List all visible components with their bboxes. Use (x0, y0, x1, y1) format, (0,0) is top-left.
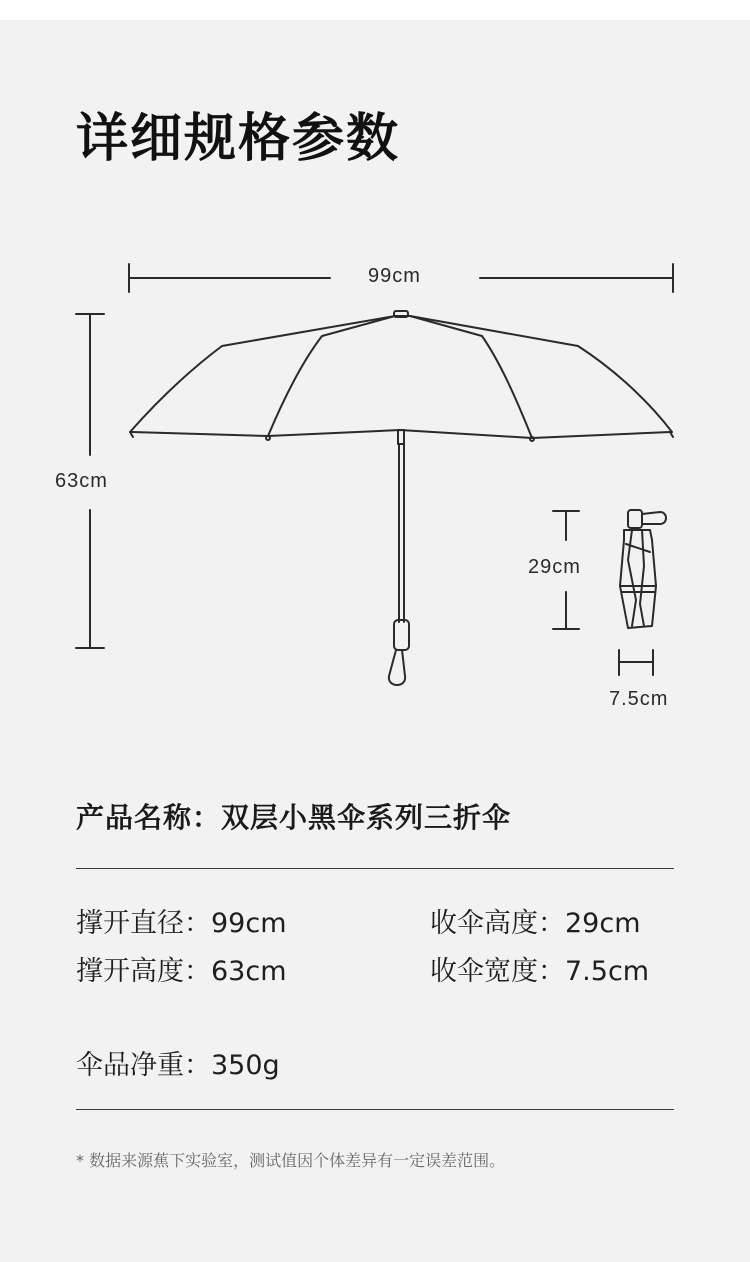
open-width-label: 99cm (368, 265, 421, 287)
page-title: 详细规格参数 (76, 109, 401, 169)
closed-width-label: 7.5cm (609, 688, 669, 710)
spec-weight: 伞品净重：350g (76, 1050, 280, 1081)
spec-closed-height: 收伞高度：29cm (430, 908, 641, 939)
spec-open-height: 撑开高度：63cm (76, 956, 287, 987)
spec-closed-width: 收伞宽度：7.5cm (430, 956, 650, 987)
open-umbrella-icon (130, 311, 673, 685)
closed-width-dimension-line (619, 650, 653, 675)
open-height-label: 63cm (55, 470, 108, 492)
closed-umbrella-icon (620, 510, 666, 628)
spec-open-diameter: 撑开直径：99cm (76, 908, 287, 939)
divider-bottom (76, 1109, 674, 1110)
footnote: * 数据来源蕉下实验室，测试值因个体差异有一定误差范围。 (76, 1151, 506, 1170)
divider-top (76, 868, 674, 869)
closed-height-label: 29cm (528, 556, 581, 578)
product-name: 产品名称：双层小黑伞系列三折伞 (76, 801, 512, 834)
